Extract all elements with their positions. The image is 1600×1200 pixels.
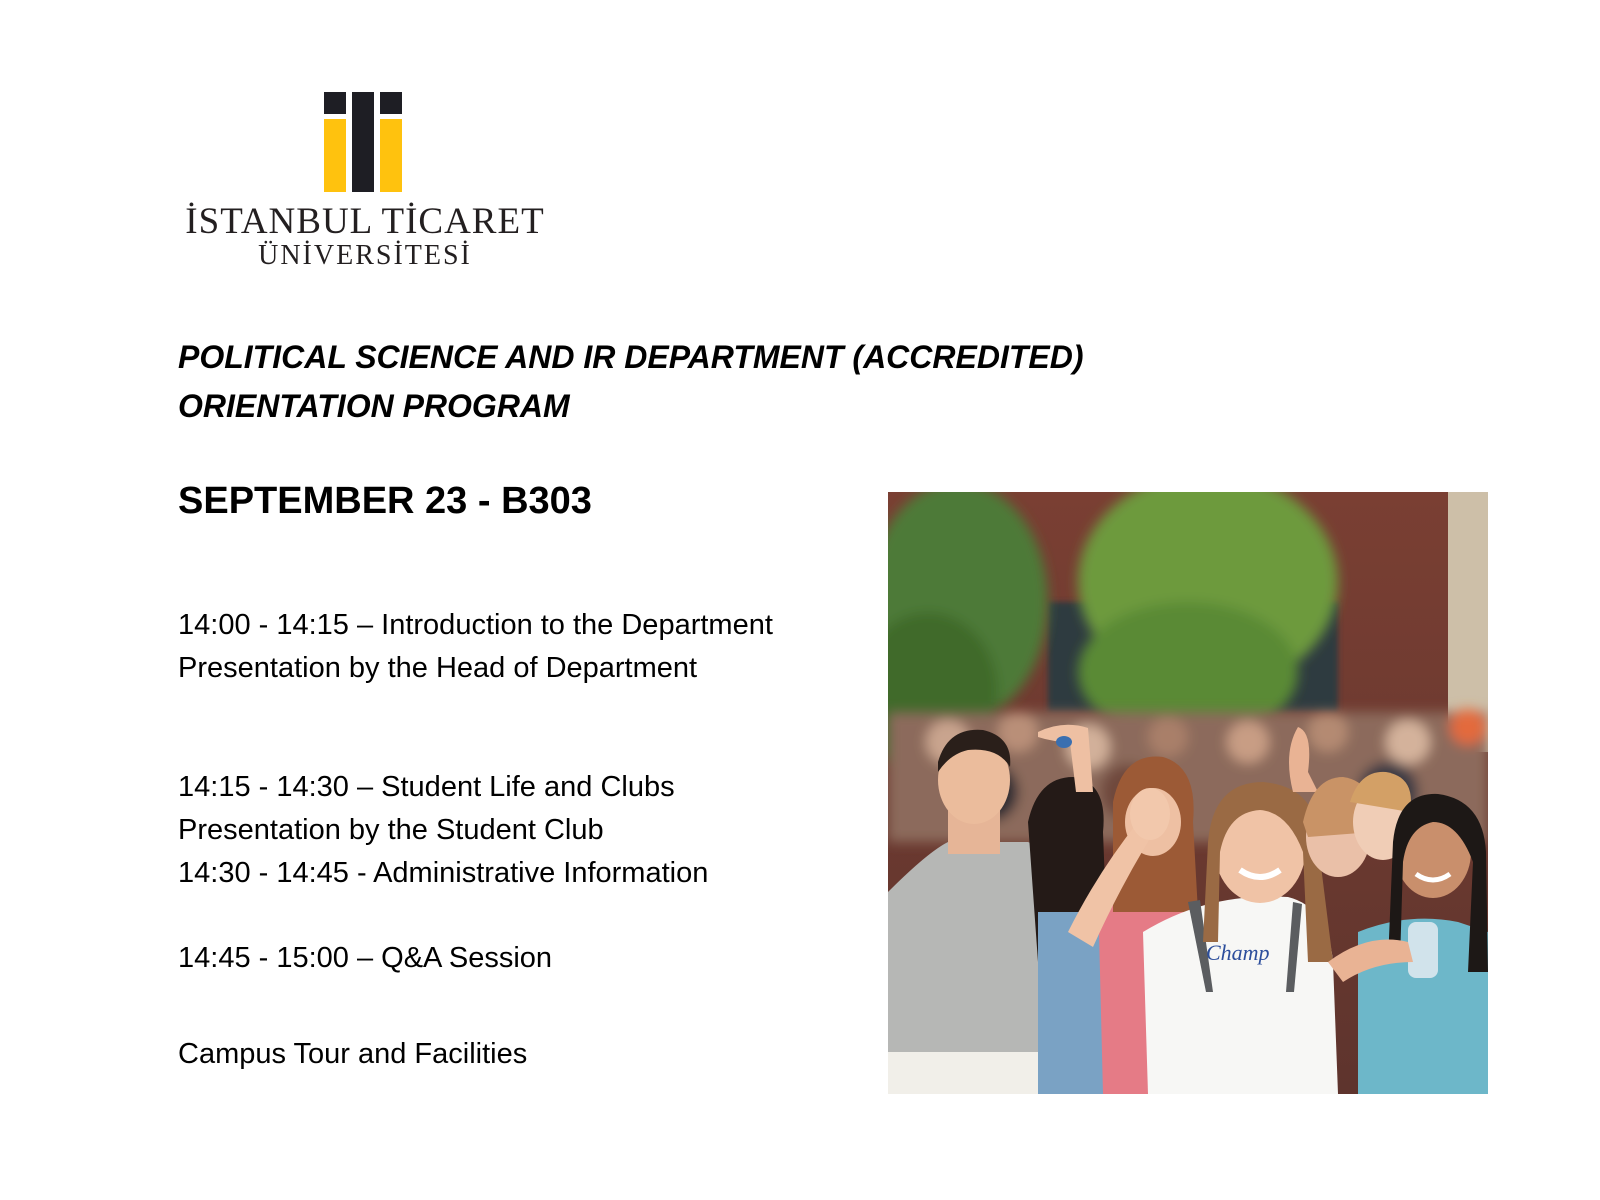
students-photo — [888, 492, 1488, 1094]
title-line1: POLITICAL SCIENCE AND IR DEPARTMENT (ACCREDITED) — [178, 339, 1084, 375]
schedule-item-introduction: 14:00 - 14:15 – Introduction to the Department Presentation by the Head of Department — [178, 609, 773, 684]
schedule-item-campus-tour: Campus Tour and Facilities — [178, 1038, 528, 1070]
logo-mark-icon — [324, 92, 404, 192]
schedule-item-administrative: 14:30 - 14:45 - Administrative Information — [178, 857, 709, 889]
schedule-item-qa: 14:45 - 15:00 – Q&A Session — [178, 942, 553, 974]
page-title — [178, 333, 1138, 431]
shirt-logo-text: Champ — [1206, 940, 1270, 965]
university-logo — [180, 92, 550, 272]
schedule-item-student-life: 14:15 - 14:30 – Student Life and Clubs Presentation by the Student Club — [178, 771, 675, 846]
logo-name-line2: ÜNİVERSİTESİ — [258, 240, 472, 271]
title-line2: ORIENTATION PROGRAM — [178, 388, 570, 424]
logo-name-line1: İSTANBUL TİCARET — [185, 201, 545, 242]
event-date-location: SEPTEMBER 23 - B303 — [178, 480, 592, 522]
